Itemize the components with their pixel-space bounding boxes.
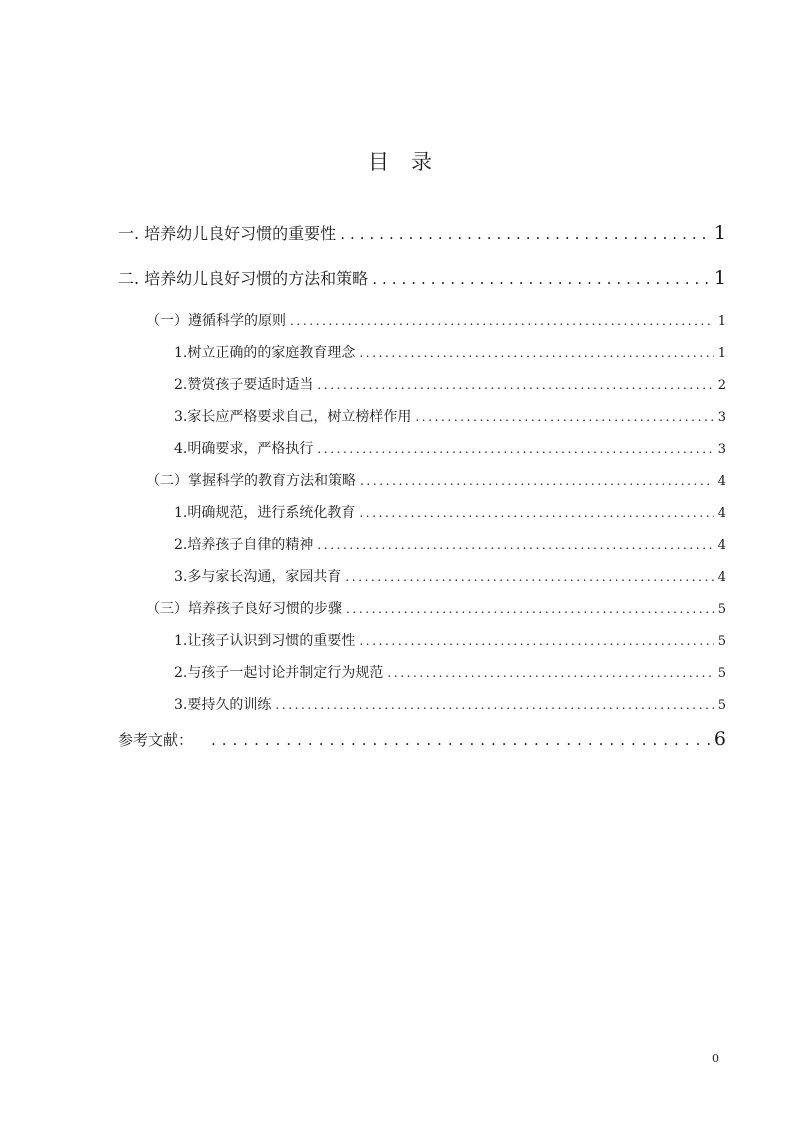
toc-entry-label: 3.多与家长沟通，家园共育 (174, 569, 342, 585)
toc-entry-page: 5 (717, 666, 726, 681)
toc-entry-label: （一）遵循科学的原则 (146, 313, 286, 329)
dot-leader (360, 465, 714, 497)
toc-entry-page: 4 (717, 506, 726, 521)
toc-entry-page: 1 (713, 267, 726, 289)
toc-entry[interactable] (118, 465, 726, 497)
dot-leader (340, 216, 710, 252)
dot-leader (372, 261, 710, 297)
toc-entry-label: （三）培养孩子良好习惯的步骤 (146, 601, 342, 617)
toc-entry-page: 2 (717, 378, 726, 393)
toc-entry-label: 4.明确要求，严格执行 (174, 441, 314, 457)
dot-leader (346, 593, 714, 625)
toc-entry-page: 3 (717, 410, 726, 425)
toc-entry[interactable] (118, 337, 726, 369)
toc-entry-page: 5 (717, 602, 726, 617)
toc-entry[interactable] (118, 433, 726, 465)
toc-entry[interactable] (118, 529, 726, 561)
toc-entry-page: 1 (713, 222, 726, 244)
dot-leader (290, 305, 714, 337)
dot-leader (359, 625, 713, 657)
dot-leader (317, 433, 713, 465)
toc-entry[interactable] (118, 593, 726, 625)
page-number: 0 (712, 1052, 719, 1065)
toc-entry-label: 2.与孩子一起讨论并制定行为规范 (174, 665, 384, 681)
toc-entry-label: 2.赞赏孩子要适时适当 (174, 377, 314, 393)
toc-entry-page: 4 (717, 474, 726, 489)
toc-entry-label: 3.要持久的训练 (174, 697, 272, 713)
dot-leader (387, 657, 713, 689)
toc-title: 目录 (368, 150, 454, 174)
toc-entry[interactable] (118, 369, 726, 401)
toc-entry-label: 1.明确规范，进行系统化教育 (174, 505, 356, 521)
dot-leader (317, 369, 713, 401)
toc-entry[interactable] (118, 689, 726, 721)
toc-entry[interactable] (118, 497, 726, 529)
toc-entry[interactable] (118, 260, 726, 305)
dot-leader (211, 722, 710, 758)
toc-entry-label: 参考文献： (118, 731, 194, 749)
toc-entry-label: 1.树立正确的的家庭教育理念 (174, 345, 356, 361)
dot-leader (359, 337, 713, 369)
toc-entry-page: 1 (717, 314, 726, 329)
toc-entry[interactable] (118, 305, 726, 337)
toc-entry-page: 1 (717, 346, 726, 361)
dot-leader (275, 689, 713, 721)
toc-entry[interactable] (118, 215, 726, 260)
table-of-contents (118, 215, 726, 761)
toc-entry-page: 3 (717, 442, 726, 457)
toc-entry[interactable] (118, 657, 726, 689)
toc-entry-page: 5 (717, 634, 726, 649)
toc-entry[interactable] (118, 625, 726, 657)
dot-leader (345, 561, 713, 593)
toc-entry-references[interactable] (118, 721, 726, 761)
toc-entry-label: 二. 培养幼儿良好习惯的方法和策略 (118, 269, 369, 288)
toc-entry-page: 4 (717, 538, 726, 553)
toc-entry-page: 4 (717, 570, 726, 585)
dot-leader (317, 529, 713, 561)
toc-entry[interactable] (118, 561, 726, 593)
toc-entry[interactable] (118, 401, 726, 433)
toc-entry-page: 5 (717, 698, 726, 713)
toc-entry-label: 一. 培养幼儿良好习惯的重要性 (118, 224, 337, 243)
toc-entry-label: 3.家长应严格要求自己，树立榜样作用 (174, 409, 412, 425)
toc-entry-label: （二）掌握科学的教育方法和策略 (146, 473, 356, 489)
toc-entry-label: 2.培养孩子自律的精神 (174, 537, 314, 553)
toc-entry-page: 6 (713, 728, 726, 750)
toc-entry-label: 1.让孩子认识到习惯的重要性 (174, 633, 356, 649)
dot-leader (415, 401, 713, 433)
dot-leader (359, 497, 713, 529)
